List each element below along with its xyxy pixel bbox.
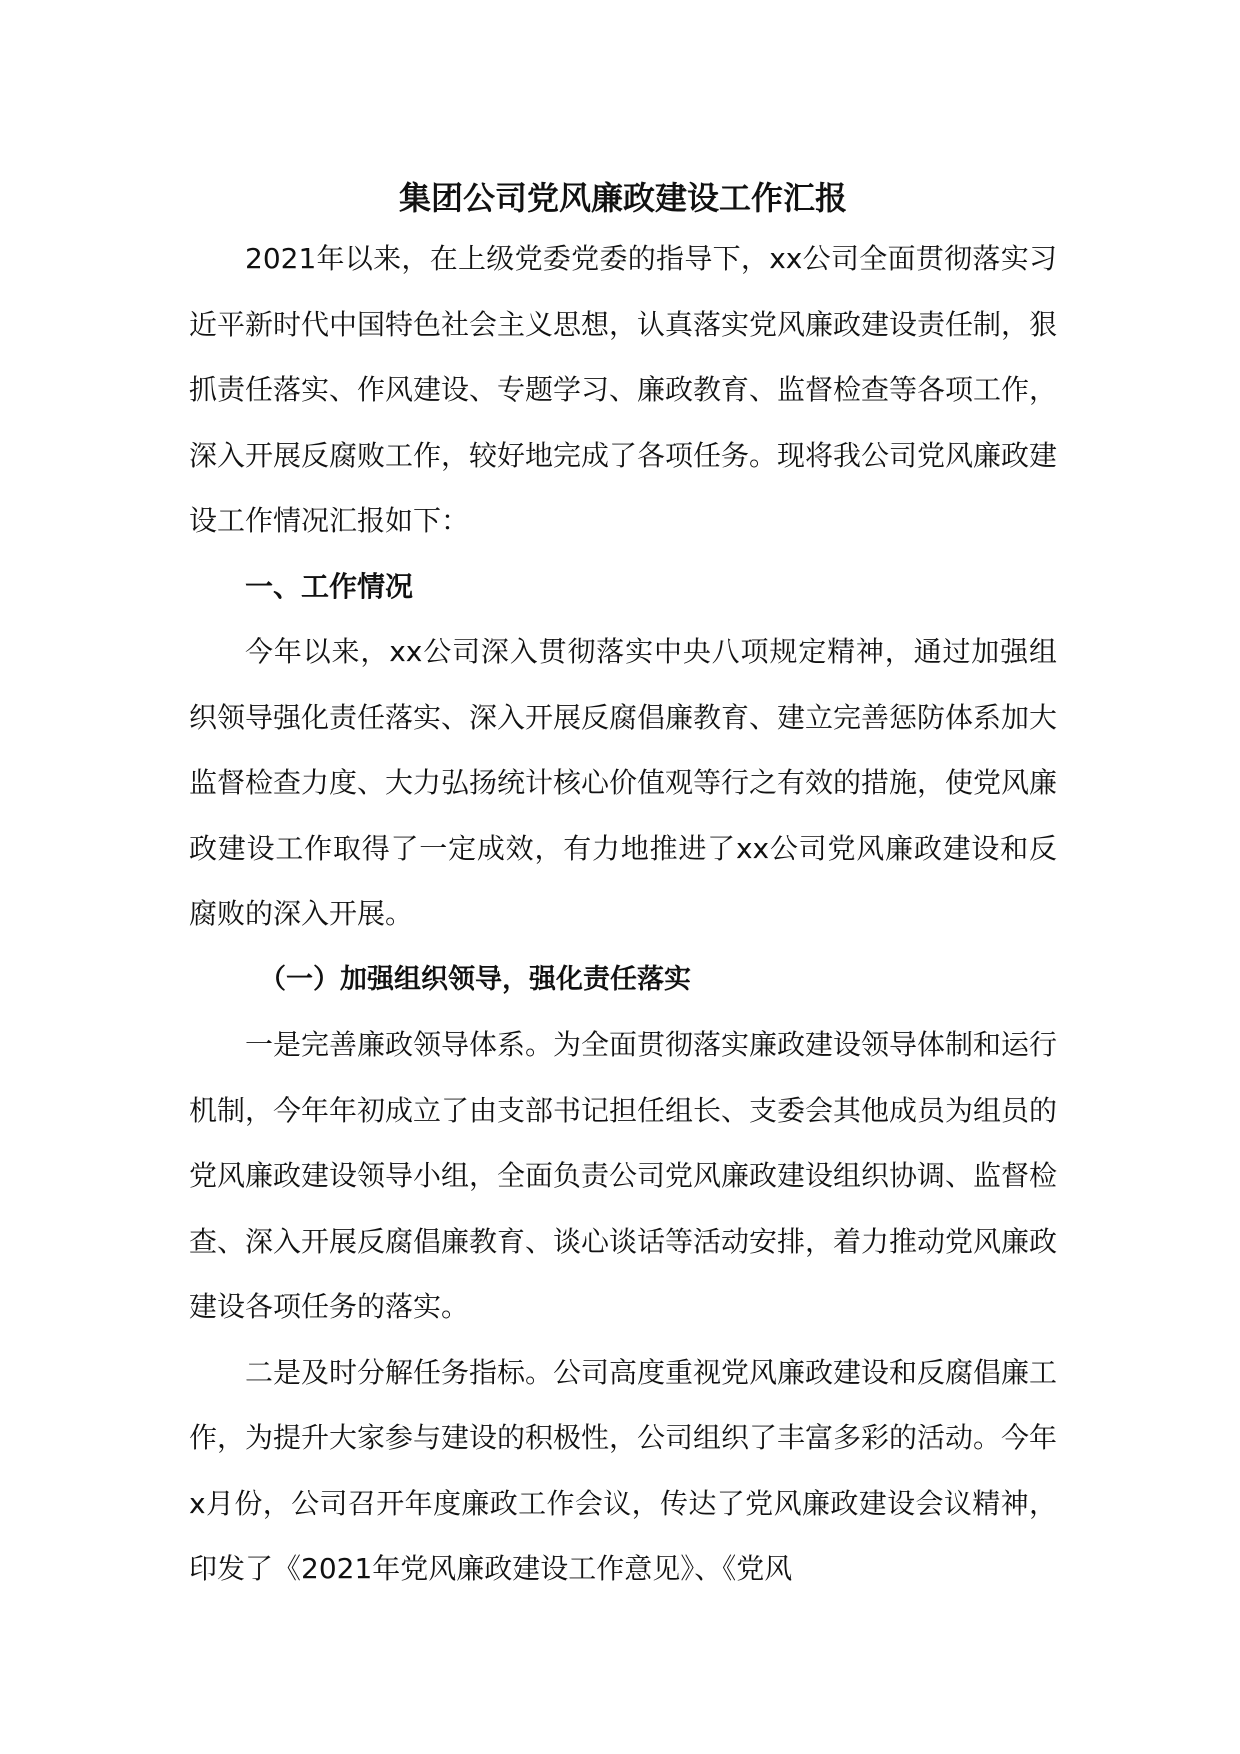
subsection-heading-leadership: （一）加强组织领导，强化责任落实 [259, 963, 691, 995]
point-paragraph-2: 二是及时分解任务指标。公司高度重视党风廉政建设和反腐倡廉工作，为提升大家参与建设的积极性，公司组织了丰富多彩的活动。今年x月份，公司召开年度廉政工作会议，传达了党风廉政建设会议精神，印发了《2021年党风廉政建设工作意见》、《党风 [189, 1355, 1058, 1585]
point-paragraph-1: 一是完善廉政领导体系。为全面贯彻落实廉政建设领导体制和运行机制，今年年初成立了由支部书记担任组长、支委会其他成员为组员的党风廉政建设领导小组，全面负责公司党风廉政建设组织协调、监督检查、深入开展反腐倡廉教育、谈心谈话等活动安排，着力推动党风廉政建设各项任务的落实。 [189, 1028, 1058, 1323]
section-paragraph-work-status: 今年以来，xx公司深入贯彻落实中央八项规定精神，通过加强组织领导强化责任落实、深入开展反腐倡廉教育、建立完善惩防体系加大监督检查力度、大力弘扬统计核心价值观等行之有效的措施，使党风廉政建设工作取得了一定成效，有力地推进了xx公司党风廉政建设和反腐败的深入开展。 [189, 635, 1058, 930]
section-heading-work-status: 一、工作情况 [245, 569, 414, 603]
document-title: 集团公司党风廉政建设工作汇报 [398, 179, 847, 217]
document-body [189, 170, 1057, 1602]
intro-paragraph: 2021年以来，在上级党委党委的指导下，xx公司全面贯彻落实习近平新时代中国特色社会主义思想，认真落实党风廉政建设责任制，狠抓责任落实、作风建设、专题学习、廉政教育、监督检查等各项工作，深入开展反腐败工作，较好地完成了各项任务。现将我公司党风廉政建设工作情况汇报如下： [189, 242, 1058, 537]
